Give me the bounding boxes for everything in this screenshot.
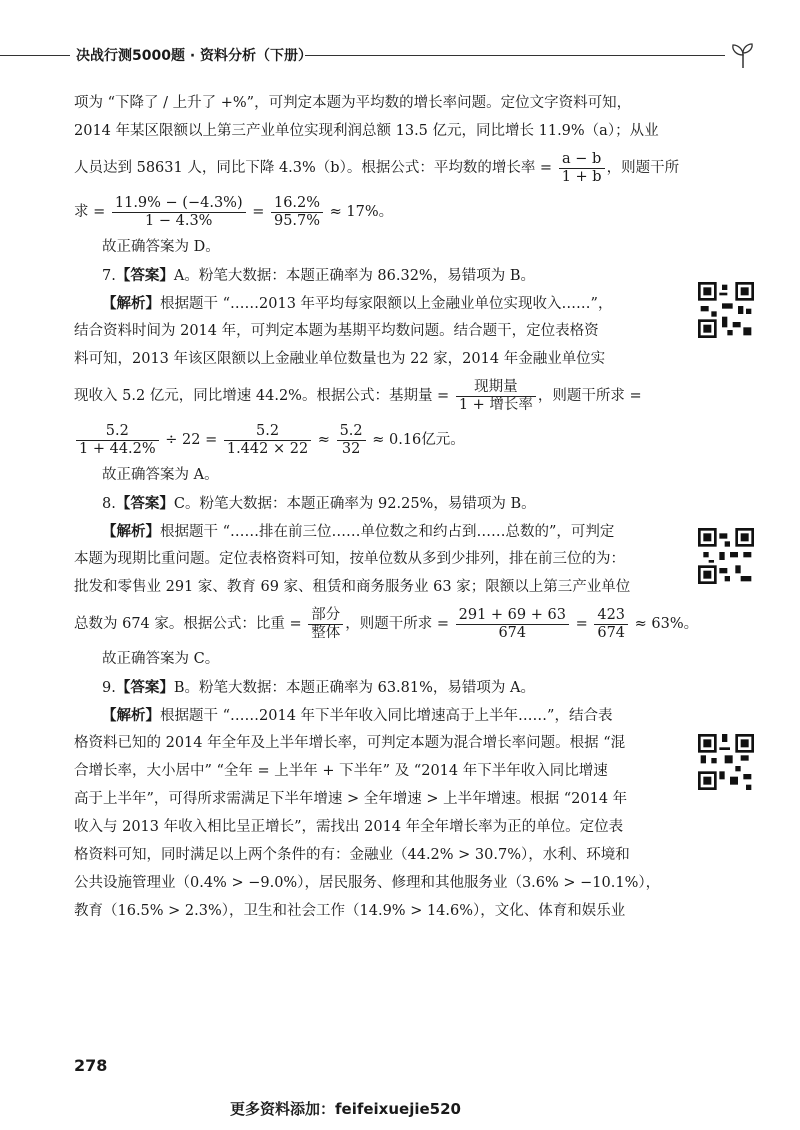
text-line: 公共设施管理业（0.4% > −9.0%），居民服务、修理和其他服务业（3.6% > −10.1%）， xyxy=(74,875,661,891)
answer-conclusion: 故正确答案为 C。 xyxy=(102,651,220,667)
answer-text: C。粉笔大数据：本题正确率为 92.25%，易错项为 B。 xyxy=(173,496,536,512)
formula-fraction xyxy=(456,379,536,414)
question-number: 7. xyxy=(102,268,116,284)
text-line xyxy=(74,518,680,546)
numerator: 现期量 xyxy=(456,379,536,397)
analysis-tag: 【解析】 xyxy=(102,295,160,312)
qr-code-q9[interactable] xyxy=(698,734,754,790)
text-span: ，则题干所求 = xyxy=(537,388,642,404)
analysis-tag: 【解析】 xyxy=(102,523,160,540)
answer-conclusion: 故正确答案为 D。 xyxy=(102,239,220,255)
answer-tag: 【答案】 xyxy=(115,679,174,696)
denominator: 674 xyxy=(498,624,527,641)
text-line: 本题为现期比重问题。定位表格资料可知，按单位数从多到少排列，排在前三位的为： xyxy=(74,551,625,567)
text-span: ≈ 0.16亿元。 xyxy=(367,432,465,448)
formula-fraction xyxy=(112,195,246,230)
denominator: 1 + b xyxy=(561,168,602,185)
text-line: 合增长率，大小居中” “全年 = 上半年 + 下半年” 及 “2014 年下半年收入同比增速 xyxy=(74,763,608,779)
text-line: 收入与 2013 年收入相比呈正增长”，需找出 2014 年全年增长率为正的单位。定位表 xyxy=(74,819,624,835)
formula-fraction xyxy=(456,607,569,642)
page-body xyxy=(74,90,699,926)
formula-fraction xyxy=(337,423,366,458)
numerator: 16.2% xyxy=(271,195,323,213)
answer-tag: 【答案】 xyxy=(115,267,174,284)
denominator: 1.442 × 22 xyxy=(226,440,309,457)
formula-fraction xyxy=(76,423,159,458)
denominator: 95.7% xyxy=(273,212,321,229)
text-span: ÷ 22 = xyxy=(160,432,222,448)
text-line: 项为 “下降了 / 上升了 +%”，可判定本题为平均数的增长率问题。定位文字资料可知， xyxy=(74,95,632,111)
text-line xyxy=(74,702,680,730)
text-span: 根据题干 “……2013 年平均每家限额以上金融业单位实现收入……”， xyxy=(160,296,613,312)
question-number: 8. xyxy=(102,496,116,512)
answer-line-q8 xyxy=(74,490,680,518)
text-line xyxy=(74,602,699,646)
numerator: 5.2 xyxy=(337,423,366,441)
footer-note: 更多资料添加：feifeixuejie520 xyxy=(230,1100,461,1118)
text-line xyxy=(74,290,680,318)
text-line: 格资料已知的 2014 年全年及上半年增长率，可判定本题为混合增长率问题。根据 “混 xyxy=(74,735,626,751)
header-rule-left xyxy=(0,55,70,56)
numerator: 5.2 xyxy=(224,423,311,441)
page-number: 278 xyxy=(74,1056,108,1075)
answer-text: B。粉笔大数据：本题正确率为 63.81%，易错项为 A。 xyxy=(173,680,535,696)
answer-line-q9 xyxy=(74,674,680,702)
denominator: 1 − 4.3% xyxy=(145,212,213,229)
text-span: = xyxy=(247,204,269,220)
numerator: 291 + 69 + 63 xyxy=(456,607,569,625)
text-span: ，则题干所 xyxy=(606,160,680,176)
formula-fraction xyxy=(271,195,323,230)
text-line: 教育（16.5% > 2.3%），卫生和社会工作（14.9% > 14.6%），文化、体育和娱乐业 xyxy=(74,903,626,919)
sprout-icon xyxy=(728,40,758,70)
text-line xyxy=(74,190,680,234)
denominator: 32 xyxy=(341,440,361,457)
numerator: 部分 xyxy=(308,607,343,625)
answer-tag: 【答案】 xyxy=(115,495,174,512)
running-header xyxy=(0,40,800,70)
text-span: 根据题干 “……排在前三位……单位数之和约占到……总数的”，可判定 xyxy=(160,524,615,540)
text-span: 求 = xyxy=(74,204,110,220)
denominator: 1 + 增长率 xyxy=(458,396,533,413)
formula-fraction xyxy=(594,607,628,642)
denominator: 674 xyxy=(597,624,626,641)
denominator: 1 + 44.2% xyxy=(79,440,156,457)
analysis-tag: 【解析】 xyxy=(102,707,160,724)
text-line: 批发和零售业 291 家、教育 69 家、租赁和商务服务业 63 家；限额以上第三产业单位 xyxy=(74,579,631,595)
text-span: 现收入 5.2 亿元，同比增速 44.2%。根据公式：基期量 = xyxy=(74,388,454,404)
answer-line-q7 xyxy=(74,262,680,290)
text-line: 料可知，2013 年该区限额以上金融业单位数量也为 22 家，2014 年金融业单位实 xyxy=(74,351,606,367)
qr-code-q7[interactable] xyxy=(698,282,754,338)
text-line: 结合资料时间为 2014 年，可判定本题为基期平均数问题。结合题干，定位表格资 xyxy=(74,323,599,339)
text-span: 总数为 674 家。根据公式：比重 = xyxy=(74,616,307,632)
answer-conclusion: 故正确答案为 A。 xyxy=(102,467,219,483)
text-line xyxy=(74,146,680,190)
numerator: 423 xyxy=(594,607,628,625)
text-span: 人员达到 58631 人，同比下降 4.3%（b）。根据公式：平均数的增长率 = xyxy=(74,160,557,176)
text-line: 高于上半年”，可得所求需满足下半年增速 > 全年增速 > 上半年增速。根据 “2014 年 xyxy=(74,791,628,807)
formula-fraction xyxy=(559,151,605,186)
numerator: 11.9% − (−4.3%) xyxy=(112,195,246,213)
text-line xyxy=(74,374,680,418)
formula-fraction xyxy=(224,423,311,458)
text-span: = xyxy=(570,616,593,632)
text-line: 2014 年某区限额以上第三产业单位实现利润总额 13.5 亿元，同比增长 11.9%（a）；从业 xyxy=(74,123,659,139)
text-span: ，则题干所求 = xyxy=(345,616,454,632)
numerator: 5.2 xyxy=(76,423,159,441)
text-line: 格资料可知，同时满足以上两个条件的有：金融业（44.2% > 30.7%），水利、环境和 xyxy=(74,847,630,863)
text-span: ≈ xyxy=(313,432,335,448)
denominator: 整体 xyxy=(311,624,341,641)
book-title: 决战行测5000题 · 资料分析（下册） xyxy=(76,48,313,64)
qr-code-q8[interactable] xyxy=(698,528,754,584)
text-span: 根据题干 “……2014 年下半年收入同比增速高于上半年……”，结合表 xyxy=(160,708,613,724)
numerator: a − b xyxy=(559,151,605,169)
formula-fraction xyxy=(308,607,343,642)
text-line xyxy=(74,418,680,462)
question-number: 9. xyxy=(102,680,116,696)
header-rule-right xyxy=(305,55,725,56)
text-span: ≈ 63%。 xyxy=(630,616,699,632)
answer-text: A。粉笔大数据：本题正确率为 86.32%，易错项为 B。 xyxy=(173,268,535,284)
text-span: ≈ 17%。 xyxy=(325,204,394,220)
